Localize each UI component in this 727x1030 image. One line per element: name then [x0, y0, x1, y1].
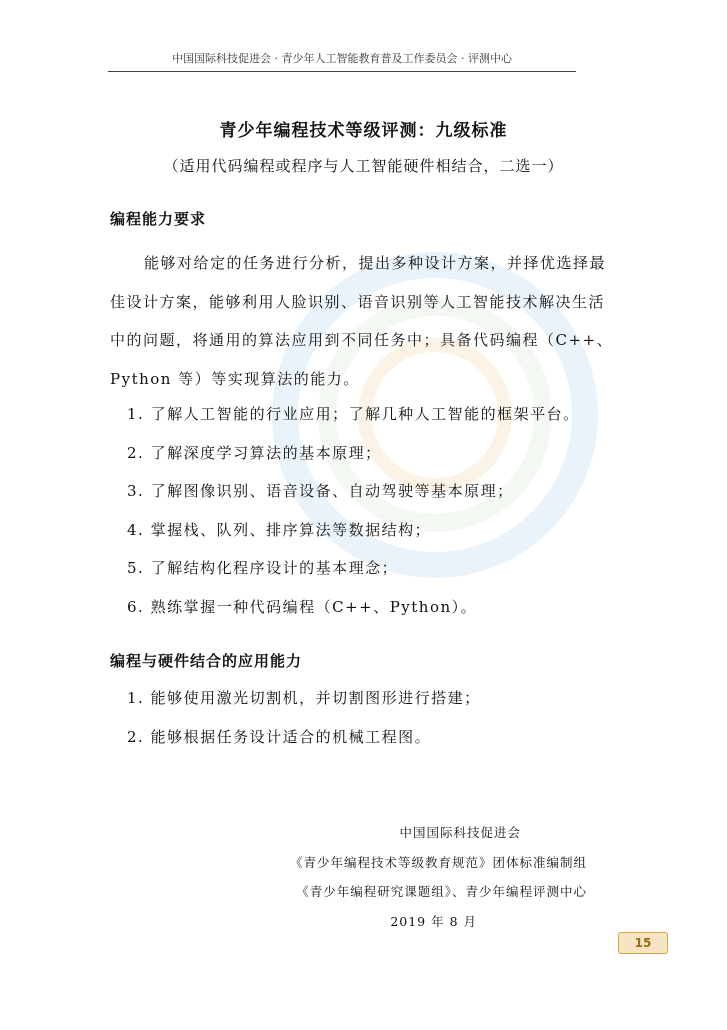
programming-requirements-list [127, 395, 580, 626]
list-item: 2. 能够根据任务设计适合的机械工程图。 [127, 727, 432, 746]
list-item: 6. 熟练掌握一种代码编程（C++、Python）。 [127, 597, 478, 616]
signature-date: 2019 年 8 月 [390, 913, 477, 929]
list-item: 2. 了解深度学习算法的基本原理； [127, 443, 382, 462]
header-text: 中国国际科技促进会 · 青少年人工智能教育普及工作委员会 · 评测中心 [172, 52, 512, 65]
signature-block [290, 818, 587, 936]
section-heading-programming: 编程能力要求 [110, 210, 207, 228]
list-item: 5. 了解结构化程序设计的基本理念； [127, 559, 399, 577]
signature-center: 《青少年编程研究课题组》、青少年编程评测中心 [296, 884, 587, 899]
header-divider [108, 71, 576, 72]
list-item: 4. 掌握栈、队列、排序算法等数据结构； [127, 520, 432, 539]
hardware-requirements-list [127, 679, 481, 756]
signature-org: 中国国际科技促进会 [399, 825, 521, 840]
page-number-badge: 15 [618, 932, 668, 954]
document-subtitle: （适用代码编程或程序与人工智能硬件相结合，二选一） [163, 157, 564, 175]
section-paragraph [110, 244, 620, 398]
paragraph-text: 能够对给定的任务进行分析，提出多种设计方案，并择优选择最佳设计方案，能够利用人脸识别、语音识别等人工智能技术解决生活中的问题，将通用的算法应用到不同任务中；具备代码编程（C++、Python 等）等实现算法的能力。 [110, 254, 614, 388]
section-heading-hardware: 编程与硬件结合的应用能力 [110, 652, 303, 670]
document-title: 青少年编程技术等级评测：九级标准 [219, 121, 508, 141]
list-item: 1. 能够使用激光切割机，并切割图形进行搭建； [127, 689, 481, 707]
list-item: 1. 了解人工智能的行业应用；了解几种人工智能的框架平台。 [127, 405, 580, 423]
list-item: 3. 了解图像识别、语音设备、自动驾驶等基本原理； [127, 482, 514, 500]
signature-group: 《青少年编程技术等级教育规范》团体标准编制组 [289, 854, 587, 870]
